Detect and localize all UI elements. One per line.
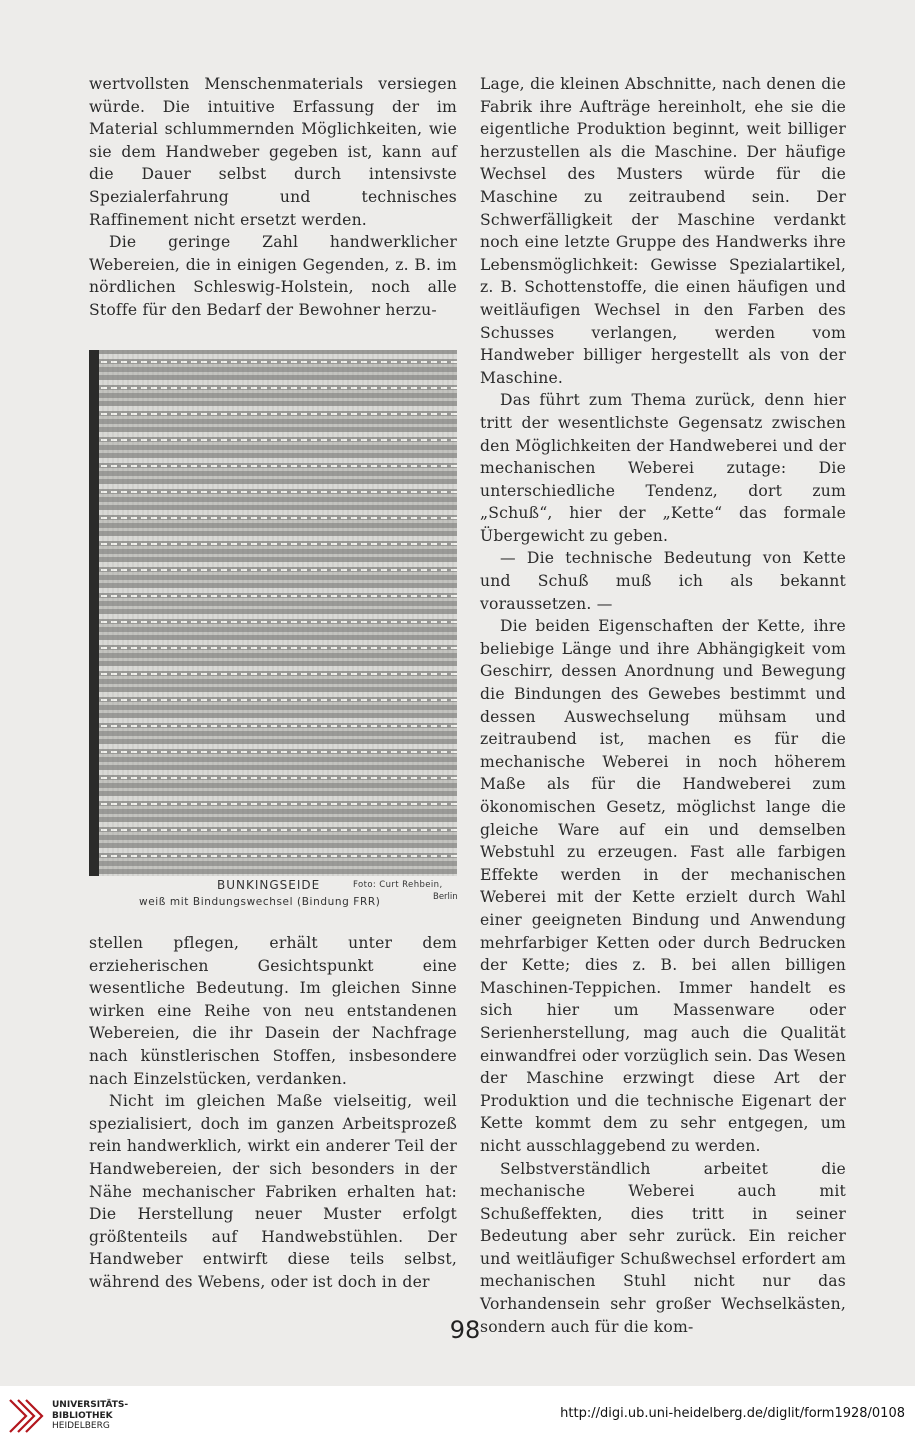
paragraph: Das führt zum Thema zurück, denn hier tritt der wesentlichste Gegensatz zwischen den Möglichkeiten der Handweberei und der mechanischen Weberei zutage: Die unterschiedliche Tendenz, dort zum „Schuß“, hier der „Kette“ das formale Übergewicht zu geben. <box>480 391 846 545</box>
fabric-photo <box>89 350 457 876</box>
paragraph: Die geringe Zahl handwerklicher Webereien, die in einigen Gegenden, z. B. im nördlichen Schleswig-Holstein, noch alle Stoffe für den Bedarf der Bewohner herzu- <box>89 233 457 319</box>
paragraph: — Die technische Bedeutung von Kette und Schuß muß ich als bekannt voraussetzen. — <box>480 549 846 613</box>
library-name <box>52 1400 128 1432</box>
library-line: BIBLIOTHEK <box>52 1410 113 1421</box>
paragraph: Selbstverständlich arbeitet die mechanische Weberei auch mit Schußeffekten, dies tritt in seiner Bedeutung aber sehr zurück. Ein reicher und weitläufiger Schußwechsel erfordert am mechanischen Stuhl nicht nur das Vorhandensein sehr großer Wechselkästen, sondern auch für die kom- <box>480 1159 846 1336</box>
fabric-selvedge <box>89 350 99 876</box>
paragraph: wertvollsten Menschenmaterials versiegen würde. Die intuitive Erfassung der im Material schlummernden Möglichkeiten, wie sie dem Handweber gegeben ist, kann auf die Dauer selbst durch intensivste Spezialerfahrung und technisches Raffinement nicht ersetzt werden. <box>89 75 457 229</box>
university-library-logo-icon[interactable] <box>6 1392 46 1440</box>
left-column-bottom <box>89 932 457 1294</box>
caption-place: Berlin <box>433 892 458 902</box>
woven-silk-image <box>89 350 457 876</box>
paragraph: Lage, die kleinen Abschnitte, nach denen die Fabrik ihre Aufträge hereinholt, ehe sie die eigentliche Produktion beginnt, weit billiger herzustellen als die Maschine. Der häufige Wechsel des Musters würde für die Maschine zu zeitraubend sein. Der Schwerfälligkeit der Maschine verdankt noch eine letzte Gruppe des Handwerks ihre Lebensmöglichkeit: Gewisse Spezialartikel, z. B. Schottenstoffe, die einen häufigen und weitläufigen Wechsel in den Farben des Schusses verlangen, werden vom Handweber billiger hergestellt als von der Maschine. <box>480 75 846 387</box>
paragraph: stellen pflegen, erhält unter dem erzieherischen Gesichtspunkt eine wesentliche Bedeutung. Im gleichen Sinne wirken eine Reihe von neu entstandenen Webereien, die ihr Dasein der Nachfrage nach künstlerischen Stoffen, insbesondere nach Einzelstücken, verdanken. <box>89 934 457 1088</box>
caption-photo-credit: Foto: Curt Rehbein, <box>353 880 443 890</box>
library-line: UNIVERSITÄTS- <box>52 1400 129 1410</box>
left-column-top <box>89 73 457 322</box>
library-line: HEIDELBERG <box>52 1421 110 1431</box>
caption-subtitle: weiß mit Bindungswechsel (Bindung FRR) <box>139 896 381 908</box>
paragraph: Die beiden Eigenschaften der Kette, ihre beliebige Länge und ihre Abhängigkeit vom Geschirr, dessen Anordnung und Bewegung die Bindungen des Gewebes bestimmt und dessen Auswechselung mühsam und zeitraubend ist, machen es für die mechanische Weberei in noch höherem Maße als für die Handweberei zum ökonomischen Gesetz, möglichst lange die gleiche Ware auf ein und demselben Webstuhl zu erzeugen. Fast alle farbigen Effekte werden in der mechanischen Weberei mit der Kette erzielt durch Wahl einer geeigneten Bindung und Anwendung mehrfarbiger Ketten oder durch Bedrucken der Kette; dies z. B. bei allen billigen Maschinen-Teppichen. Immer handelt es sich hier um Massenware oder Serienherstellung, mag auch die Qualität einwandfrei oder vorzüglich sein. Das Wesen der Maschine erzwingt diese Art der Produktion und die technische Eigenart der Kette kommt dem zu sehr entgegen, um nicht ausschlaggebend zu werden. <box>480 617 846 1155</box>
paragraph: Nicht im gleichen Maße vielseitig, weil spezialisiert, doch im ganzen Arbeitsprozeß rein handwerklich, wirkt ein anderer Teil der Handwebereien, der sich besonders in der Nähe mechanischer Fabriken erhalten hat: Die Herstellung neuer Muster erfolgt größtenteils auf Handwebstühlen. Der Handweber entwirft diese teils selbst, während des Webens, oder ist doch in der <box>89 1092 457 1291</box>
source-url-link[interactable]: http://digi.ub.uni-heidelberg.de/diglit/form1928/0108 <box>560 1406 905 1421</box>
page-number: 98 <box>449 1316 481 1344</box>
right-column <box>480 73 846 1338</box>
footer-bar <box>0 1386 915 1448</box>
caption-title: BUNKINGSEIDE <box>217 878 321 892</box>
